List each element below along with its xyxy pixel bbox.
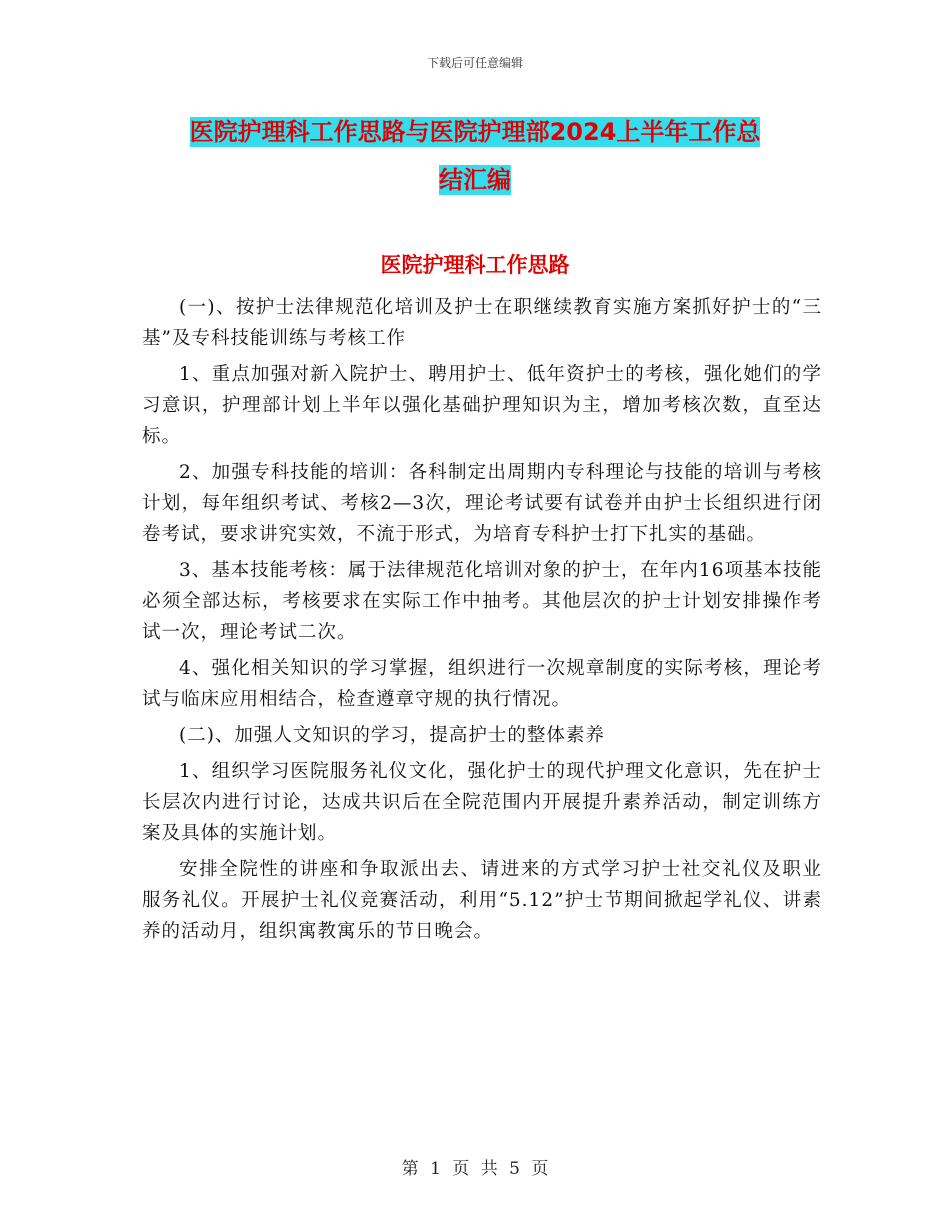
paragraph: 2、加强专科技能的培训：各科制定出周期内专科理论与技能的培训与考核计划，每年组织考试、考核2—3次，理论考试要有试卷并由护士长组织进行闭卷考试，要求讲究实效，不流于形式，为培育专科护士打下扎实的基础。 [142,462,822,545]
page-header-note: 下载后可任意编辑 [426,56,523,70]
document-title [140,108,810,204]
paragraph: 4、强化相关知识的学习掌握，组织进行一次规章制度的实际考核，理论考试与临床应用相结合，检查遵章守规的执行情况。 [142,658,822,710]
page-footer-pagination: 第 1 页 共 5 页 [401,1159,549,1179]
document-title-line-2: 结汇编 [439,166,511,194]
document-body [142,292,822,952]
paragraph: 1、组织学习医院服务礼仪文化，强化护士的现代护理文化意识，先在护士长层次内进行讨论，达成共识后在全院范围内开展提升素养活动，制定训练方案及具体的实施计划。 [142,761,822,844]
section-heading: 医院护理科工作思路 [380,253,570,277]
paragraph: (二)、加强人文知识的学习，提高护士的整体素养 [179,725,605,746]
paragraph: 1、重点加强对新入院护士、聘用护士、低年资护士的考核，强化她们的学习意识，护理部计划上半年以强化基础护理知识为主，增加考核次数，直至达标。 [142,364,822,447]
document-title-line-1: 医院护理科工作思路与医院护理部2024上半年工作总 [189,118,761,146]
paragraph: 安排全院性的讲座和争取派出去、请进来的方式学习护士社交礼仪及职业服务礼仪。开展护士礼仪竞赛活动，利用“5.12”护士节期间掀起学礼仪、讲素养的活动月，组织寓教寓乐的节日晚会。 [142,859,822,942]
paragraph: 3、基本技能考核：属于法律规范化培训对象的护士，在年内16项基本技能必须全部达标，考核要求在实际工作中抽考。其他层次的护士计划安排操作考试一次，理论考试二次。 [142,560,822,643]
paragraph: (一)、按护士法律规范化培训及护士在职继续教育实施方案抓好护士的“三基”及专科技能训练与考核工作 [142,297,822,349]
